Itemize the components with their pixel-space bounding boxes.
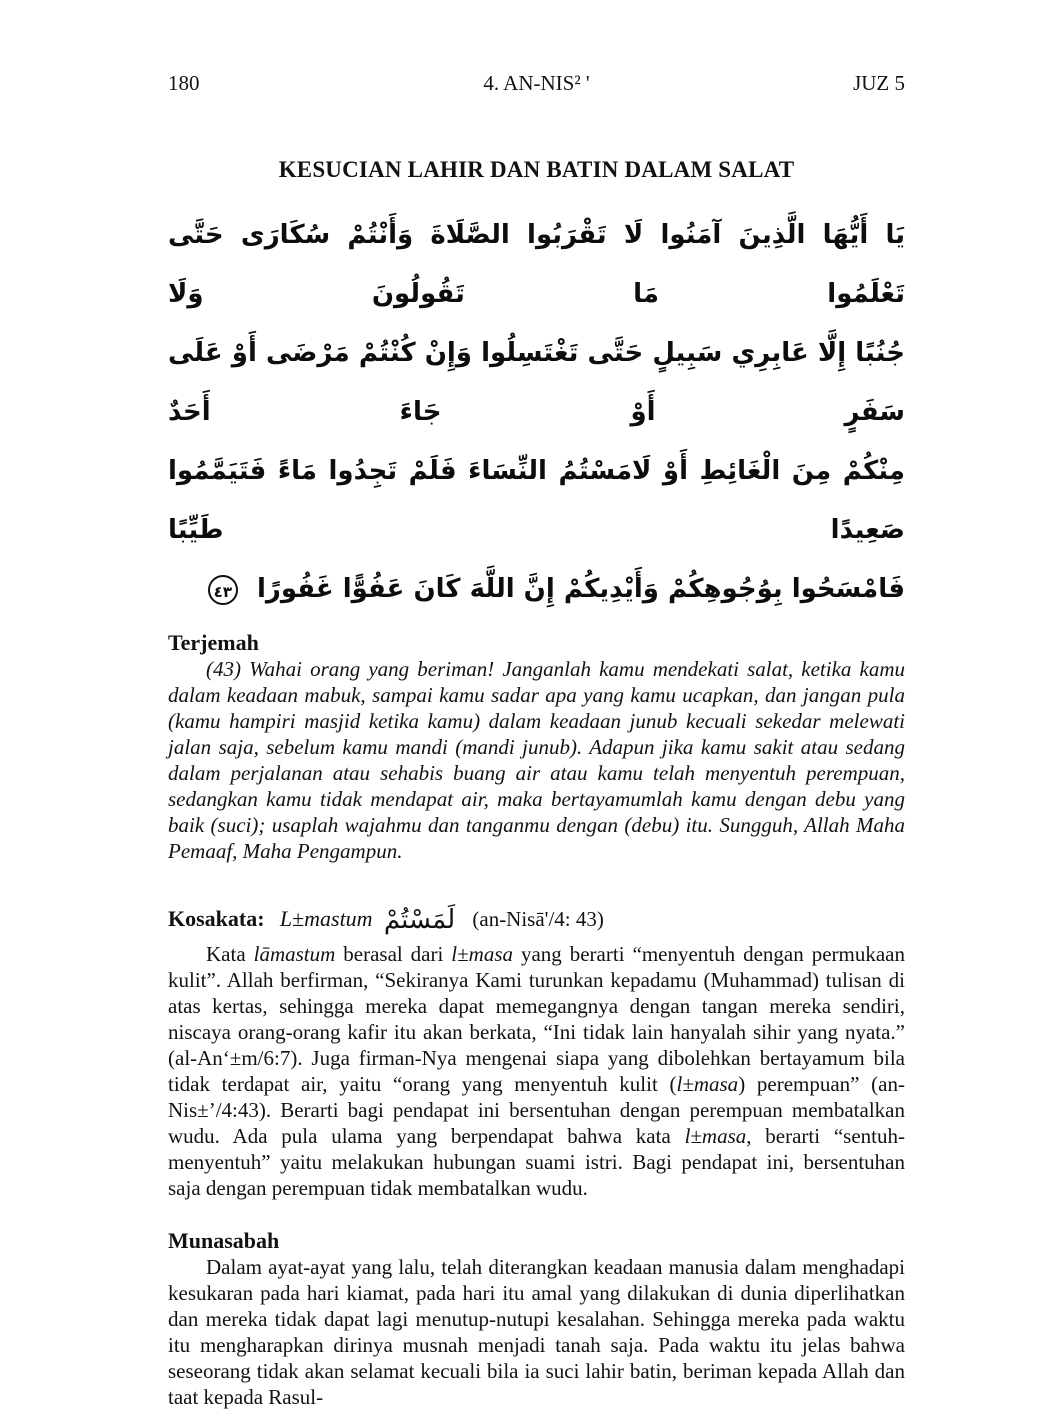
- kosakata-run-term: lāmastum: [253, 942, 336, 966]
- terjemah-section: [168, 629, 905, 864]
- terjemah-heading: Terjemah: [168, 630, 259, 655]
- terjemah-text: (43) Wahai orang yang beriman! Janganlah kamu mendekati salat, ketika kamu dalam keadaan mabuk, sampai kamu sadar apa yang kamu ucapkan, dan jangan pula (kamu hampiri masjid ketika kamu) dalam keadaan junub kecuali sekedar melewati jalan saja, sebelum kamu mandi (mandi junub). Adapun jika kamu sakit atau sedang dalam perjalanan atau sehabis buang air atau kamu telah menyentuh perempuan, sedangkan kamu tidak mendapat air, maka bertayamumlah kamu dengan debu yang baik (suci); usaplah wajahmu dan tanganmu dengan (debu) itu. Sungguh, Allah Maha Pemaaf, Maha Pengampun.: [168, 657, 905, 863]
- kosakata-text: [168, 941, 905, 1201]
- running-title: 4. AN-NIS² ': [483, 71, 590, 95]
- kosakata-term: L±mastum: [279, 906, 373, 931]
- munasabah-text: Dalam ayat-ayat yang lalu, telah diterangkan keadaan manusia dalam menghadapi kesukaran pada hari kiamat, pada hari itu amal yang dilakukan di dunia diperlihatkan dan mereka tidak dapat lagi menutup-nutupi kesalahan. Sehingga mereka pada waktu itu mengharapkan dirinya musnah menjadi tanah saja. Pada waktu itu jelas bahwa seseorang tidak akan selamat kecuali bila ia suci lahir batin, beriman kepada Allah dan taat kepada Rasul-: [168, 1255, 905, 1409]
- kosakata-reference: (an-Nisā'/4: 43): [472, 907, 604, 931]
- page-header: [168, 70, 905, 96]
- quran-verse-line-2: جُنُبًا إِلَّا عَابِرِي سَبِيلٍ حَتَّى تَغْتَسِلُوا وَإِنْ كُنْتُمْ مَرْضَى أَوْ عَلَى سَفَرٍ أَوْ جَاءَ أَحَدٌ: [168, 338, 905, 427]
- quran-verse-calligraphy: [168, 206, 905, 619]
- munasabah-heading: Munasabah: [168, 1228, 280, 1253]
- kosakata-heading: [168, 898, 905, 941]
- kosakata-label: Kosakata:: [168, 906, 265, 931]
- quran-verse-line-3: مِنْكُمْ مِنَ الْغَائِطِ أَوْ لَامَسْتُمُ النِّسَاءَ فَلَمْ تَجِدُوا مَاءً فَتَيَمَّمُوا صَعِيدًا طَيِّبًا: [168, 456, 905, 545]
- kosakata-run: ) perempuan” (an-Nis±’/4:43). Berarti bagi pendapat ini bersentuhan dengan perempuan membatalkan wudu. Ada pula ulama yang berpendapat bahwa kata: [168, 1072, 905, 1148]
- kosakata-term-arabic: لَمَسْتُمْ: [383, 905, 456, 935]
- kosakata-run: berasal dari: [335, 942, 452, 966]
- verse-number-medallion: ٤٣: [208, 575, 238, 605]
- kosakata-run-term: l±masa: [684, 1124, 747, 1148]
- kosakata-run-term: l±masa: [451, 942, 513, 966]
- juz-label: JUZ 5: [853, 71, 905, 95]
- kosakata-section: [168, 898, 905, 1201]
- quran-verse-line-4: [168, 560, 905, 619]
- kosakata-run: yang berarti “menyentuh dengan permukaan kulit”. Allah berfirman, “Sekiranya Kami turunkan kepadamu (Muhammad) tulisan di atas kertas, sehingga mereka dapat memegangnya dengan tangan mereka sendiri, niscaya orang-orang kafir itu akan berkata, “Ini tidak lain hanyalah sihir yang nyata.” (al-An‘±m/6:7). Juga firman-Nya mengenai siapa yang dibolehkan bertayamum bila tidak terdapat air, yaitu “orang yang menyentuh kulit (: [168, 942, 905, 1096]
- kosakata-run: , berarti “sentuh-menyentuh” yaitu melakukan hubungan suami istri. Bagi pendapat ini, bersentuhan saja dengan perempuan tidak membatalkan wudu.: [168, 1124, 905, 1200]
- quran-verse-line-4-text: فَامْسَحُوا بِوُجُوهِكُمْ وَأَيْدِيكُمْ إِنَّ اللَّهَ كَانَ عَفُوًّا غَفُورًا: [257, 574, 905, 604]
- section-title: KESUCIAN LAHIR DAN BATIN DALAM SALAT: [278, 157, 795, 182]
- kosakata-run: Kata: [206, 942, 254, 966]
- quran-verse-line-1: يَا أَيُّهَا الَّذِينَ آمَنُوا لَا تَقْرَبُوا الصَّلَاةَ وَأَنْتُمْ سُكَارَى حَتَّى تَعْلَمُوا مَا تَقُولُونَ وَلَا: [168, 220, 905, 309]
- kosakata-run-term: l±masa: [676, 1072, 739, 1096]
- page-number: 180: [168, 71, 200, 95]
- munasabah-section: [168, 1227, 905, 1410]
